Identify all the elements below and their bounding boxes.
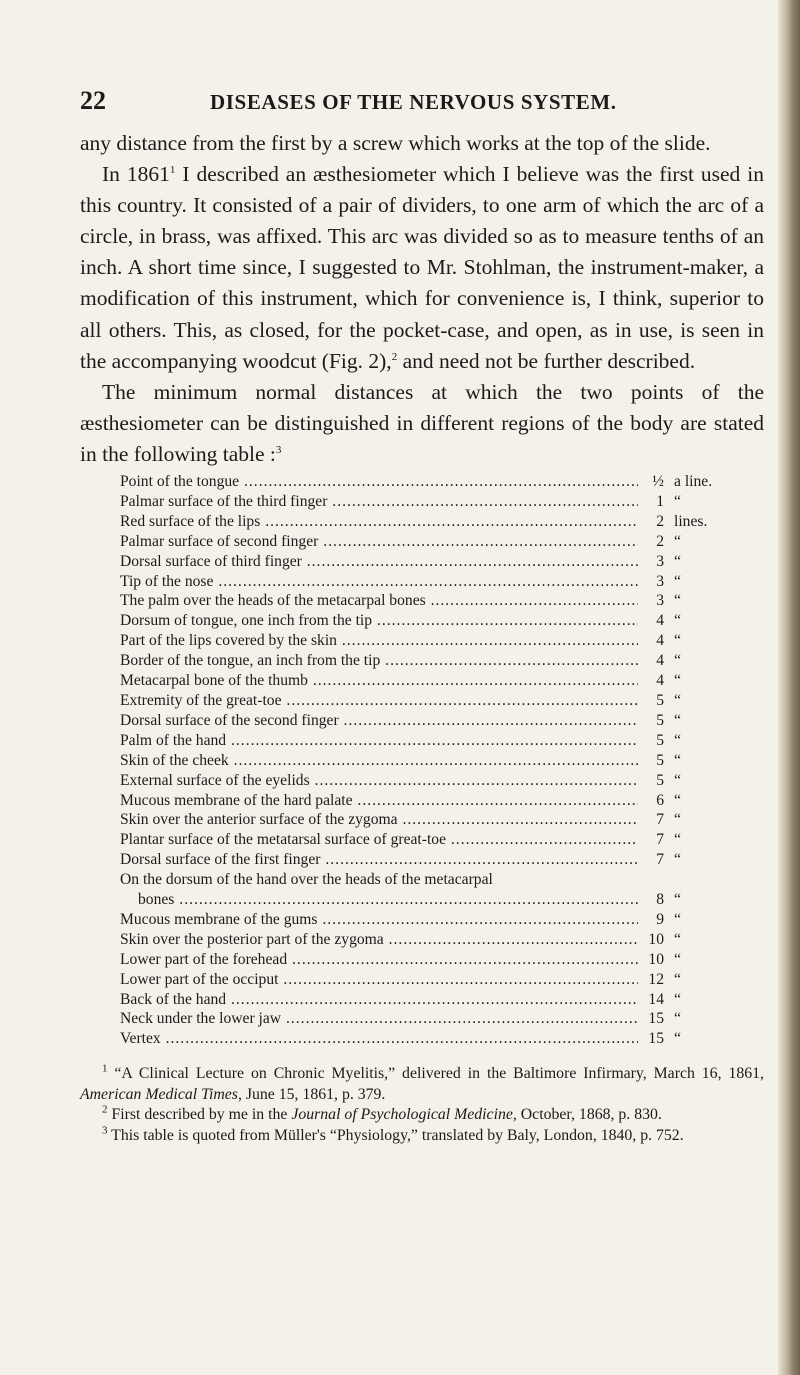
table-cell-value: 7 bbox=[656, 811, 664, 829]
table-cell-label: Neck under the lower jaw ..... bbox=[120, 1009, 638, 1029]
table-cell-unit: “ bbox=[674, 851, 681, 869]
table-row bbox=[120, 890, 720, 910]
table-cell-unit: “ bbox=[674, 552, 681, 570]
table-cell-label: Tip of the nose ..... bbox=[120, 572, 638, 592]
table-cell-value: 10 bbox=[648, 950, 664, 968]
table-cell-label: Dorsal surface of the second finger ..... bbox=[120, 711, 638, 731]
table-cell-unit: “ bbox=[674, 1010, 681, 1028]
table-row bbox=[120, 970, 720, 990]
table-row bbox=[120, 472, 720, 492]
table-cell-label: Skin over the posterior part of the zygoma ..... bbox=[120, 930, 638, 950]
paragraph-3 bbox=[80, 377, 764, 470]
table-cell-value: 5 bbox=[656, 731, 664, 749]
table-cell-value: 4 bbox=[656, 652, 664, 670]
paragraph-2-part-a: In 1861 bbox=[102, 162, 170, 187]
table-row bbox=[120, 870, 720, 890]
table-row bbox=[120, 751, 720, 771]
table-row bbox=[120, 910, 720, 930]
table-row bbox=[120, 691, 720, 711]
table-cell-unit: “ bbox=[674, 492, 681, 510]
footnote-1 bbox=[80, 1064, 764, 1105]
paragraph-2-part-b: I described an æsthesiometer which I believe was the first used in this country. It consisted of a pair of dividers, to one arm of which the arc of a circle, in brass, was affixed. This arc was divided so as to measure tenths of an inch. A short time since, I suggested to Mr. Stohlman, the instrument-maker, a modification of this instrument, which for convenience is, I think, superior to all others. This, as closed, for the pocket-case, and open, as in use, is seen in the accompanying woodcut (Fig. 2), bbox=[80, 162, 764, 373]
table-cell-value: 5 bbox=[656, 711, 664, 729]
table-row bbox=[120, 671, 720, 691]
table-cell-unit: “ bbox=[674, 612, 681, 630]
table-cell-label: Red surface of the lips ..... bbox=[120, 512, 638, 532]
paragraph-2 bbox=[80, 159, 764, 377]
table-cell-value: 3 bbox=[656, 572, 664, 590]
table-cell-unit: “ bbox=[674, 910, 681, 928]
table-row bbox=[120, 532, 720, 552]
footnote-1-mark: 1 bbox=[102, 1062, 108, 1075]
table-cell-unit: “ bbox=[674, 1030, 681, 1048]
table-cell-label: Mucous membrane of the gums ..... bbox=[120, 910, 638, 930]
table-cell-label: Mucous membrane of the hard palate ..... bbox=[120, 791, 638, 811]
table-row bbox=[120, 990, 720, 1010]
table-cell-unit: “ bbox=[674, 691, 681, 709]
table-cell-label: Point of the tongue ..... bbox=[120, 472, 638, 492]
table-cell-unit: “ bbox=[674, 731, 681, 749]
table-cell-label: Vertex ..... bbox=[120, 1029, 638, 1049]
table-cell-unit: “ bbox=[674, 632, 681, 650]
table-cell-label: On the dorsum of the hand over the heads of the metacarpal bbox=[120, 871, 493, 889]
table-cell-unit: “ bbox=[674, 592, 681, 610]
table-cell-value: 15 bbox=[648, 1030, 664, 1048]
table-cell-value: 5 bbox=[656, 751, 664, 769]
table-row bbox=[120, 830, 720, 850]
table-cell-value: 8 bbox=[656, 891, 664, 909]
table-cell-label: Dorsal surface of the first finger ..... bbox=[120, 850, 638, 870]
table-row bbox=[120, 810, 720, 830]
table-cell-unit: “ bbox=[674, 831, 681, 849]
table-cell-unit: “ bbox=[674, 811, 681, 829]
table-row bbox=[120, 512, 720, 532]
table-row bbox=[120, 850, 720, 870]
table-row bbox=[120, 791, 720, 811]
table-cell-value: 12 bbox=[648, 970, 664, 988]
page-number: 22 bbox=[80, 86, 106, 115]
table-row bbox=[120, 771, 720, 791]
table-cell-value: 1 bbox=[656, 492, 664, 510]
table-cell-label: The palm over the heads of the metacarpal bones ..... bbox=[120, 591, 638, 611]
footnote-2-text-a: First described by me in the bbox=[107, 1106, 292, 1124]
table-cell-unit: “ bbox=[674, 990, 681, 1008]
table-cell-unit: “ bbox=[674, 791, 681, 809]
table-cell-unit: “ bbox=[674, 930, 681, 948]
table-row bbox=[120, 731, 720, 751]
table-cell-value: 2 bbox=[656, 512, 664, 530]
table-cell-unit: “ bbox=[674, 970, 681, 988]
table-row bbox=[120, 572, 720, 592]
table-cell-label: Palm of the hand ..... bbox=[120, 731, 638, 751]
table-cell-label: Skin over the anterior surface of the zygoma ..... bbox=[120, 810, 638, 830]
table-cell-label: Plantar surface of the metatarsal surface of great-toe ..... bbox=[120, 830, 638, 850]
table-cell-label: bones ..... bbox=[120, 890, 638, 910]
footnote-1-text-a: “A Clinical Lecture on Chronic Myelitis,” delivered in the Baltimore Infirmary, March 16, 1861, bbox=[107, 1065, 764, 1082]
footnote-1-journal: American Medical Times bbox=[80, 1085, 238, 1103]
table-cell-value: 7 bbox=[656, 851, 664, 869]
table-cell-value: 6 bbox=[656, 791, 664, 809]
table-row bbox=[120, 591, 720, 611]
table-row bbox=[120, 651, 720, 671]
paragraph-1: any distance from the first by a screw which works at the top of the slide. bbox=[80, 131, 711, 155]
footnote-2-mark: 2 bbox=[102, 1103, 108, 1116]
table-row bbox=[120, 611, 720, 631]
footnote-3-mark: 3 bbox=[102, 1124, 108, 1137]
table-cell-value: 3 bbox=[656, 592, 664, 610]
table-cell-label: Dorsum of tongue, one inch from the tip ..... bbox=[120, 611, 638, 631]
table-cell-unit: “ bbox=[674, 771, 681, 789]
table-cell-unit: “ bbox=[674, 672, 681, 690]
table-row bbox=[120, 711, 720, 731]
table-row bbox=[120, 950, 720, 970]
table-cell-value: 14 bbox=[648, 990, 664, 1008]
footnote-3 bbox=[80, 1126, 764, 1147]
footnote-2 bbox=[80, 1105, 764, 1126]
table-cell-value: 4 bbox=[656, 672, 664, 690]
table-cell-label: Part of the lips covered by the skin ..... bbox=[120, 631, 638, 651]
table-row bbox=[120, 1029, 720, 1049]
page-header bbox=[80, 86, 760, 116]
table-row bbox=[120, 552, 720, 572]
footnote-ref-3: 3 bbox=[275, 443, 282, 456]
table-cell-value: 10 bbox=[648, 930, 664, 948]
footnote-ref-2: 2 bbox=[391, 350, 398, 363]
table-cell-value: 4 bbox=[656, 632, 664, 650]
distance-table bbox=[120, 472, 720, 1049]
table-row bbox=[120, 930, 720, 950]
table-row bbox=[120, 631, 720, 651]
table-cell-label: Palmar surface of second finger ..... bbox=[120, 532, 638, 552]
table-cell-unit: “ bbox=[674, 532, 681, 550]
table-cell-unit: “ bbox=[674, 572, 681, 590]
table-cell-value: 5 bbox=[656, 771, 664, 789]
table-cell-value: 3 bbox=[656, 552, 664, 570]
table-cell-label: Extremity of the great-toe ..... bbox=[120, 691, 638, 711]
paragraph-2-part-c: and need not be further described. bbox=[397, 348, 696, 373]
footnote-2-journal: Journal of Psychological Medicine bbox=[291, 1106, 513, 1124]
table-cell-label: Palmar surface of the third finger ..... bbox=[120, 492, 638, 512]
table-cell-value: 15 bbox=[648, 1010, 664, 1028]
page-edge-shadow bbox=[778, 0, 800, 1375]
table-cell-label: Lower part of the forehead ..... bbox=[120, 950, 638, 970]
footnote-ref-1: 1 bbox=[169, 163, 176, 176]
table-cell-unit: lines. bbox=[674, 512, 708, 530]
table-cell-label: Skin of the cheek ..... bbox=[120, 751, 638, 771]
table-cell-value: 5 bbox=[656, 691, 664, 709]
table-cell-value: 2 bbox=[656, 532, 664, 550]
table-cell-unit: “ bbox=[674, 950, 681, 968]
table-cell-unit: “ bbox=[674, 652, 681, 670]
footnote-3-text: This table is quoted from Müller's “Physiology,” translated by Baly, London, 1840, p. 752. bbox=[107, 1126, 684, 1144]
table-cell-label: Lower part of the occiput ..... bbox=[120, 970, 638, 990]
footnote-1-text-b: , June 15, 1861, p. 379. bbox=[237, 1085, 386, 1103]
paragraph-3-text: The minimum normal distances at which the two points of the æsthesiometer can be distinguished in different regions of the body are stated in the following table : bbox=[80, 379, 764, 466]
table-row bbox=[120, 492, 720, 512]
table-cell-label: Dorsal surface of third finger ..... bbox=[120, 552, 638, 572]
table-cell-label: Metacarpal bone of the thumb ..... bbox=[120, 671, 638, 691]
table-cell-value: ½ bbox=[652, 473, 664, 490]
footnote-2-text-b: , October, 1868, p. 830. bbox=[512, 1106, 662, 1124]
table-cell-unit: a line. bbox=[674, 473, 713, 490]
table-cell-value: 7 bbox=[656, 831, 664, 849]
table-cell-unit: “ bbox=[674, 751, 681, 769]
footnotes bbox=[80, 1064, 764, 1146]
table-row bbox=[120, 1009, 720, 1029]
running-head: DISEASES OF THE NERVOUS SYSTEM. bbox=[210, 90, 617, 114]
table-cell-label: Back of the hand ..... bbox=[120, 990, 638, 1010]
table-cell-unit: “ bbox=[674, 711, 681, 729]
table-cell-unit: “ bbox=[674, 891, 681, 909]
table-cell-label: Border of the tongue, an inch from the tip ..... bbox=[120, 651, 638, 671]
table-cell-label: External surface of the eyelids ..... bbox=[120, 771, 638, 791]
body-text bbox=[80, 128, 764, 470]
table-cell-value: 4 bbox=[656, 612, 664, 630]
table-cell-value: 9 bbox=[656, 910, 664, 928]
